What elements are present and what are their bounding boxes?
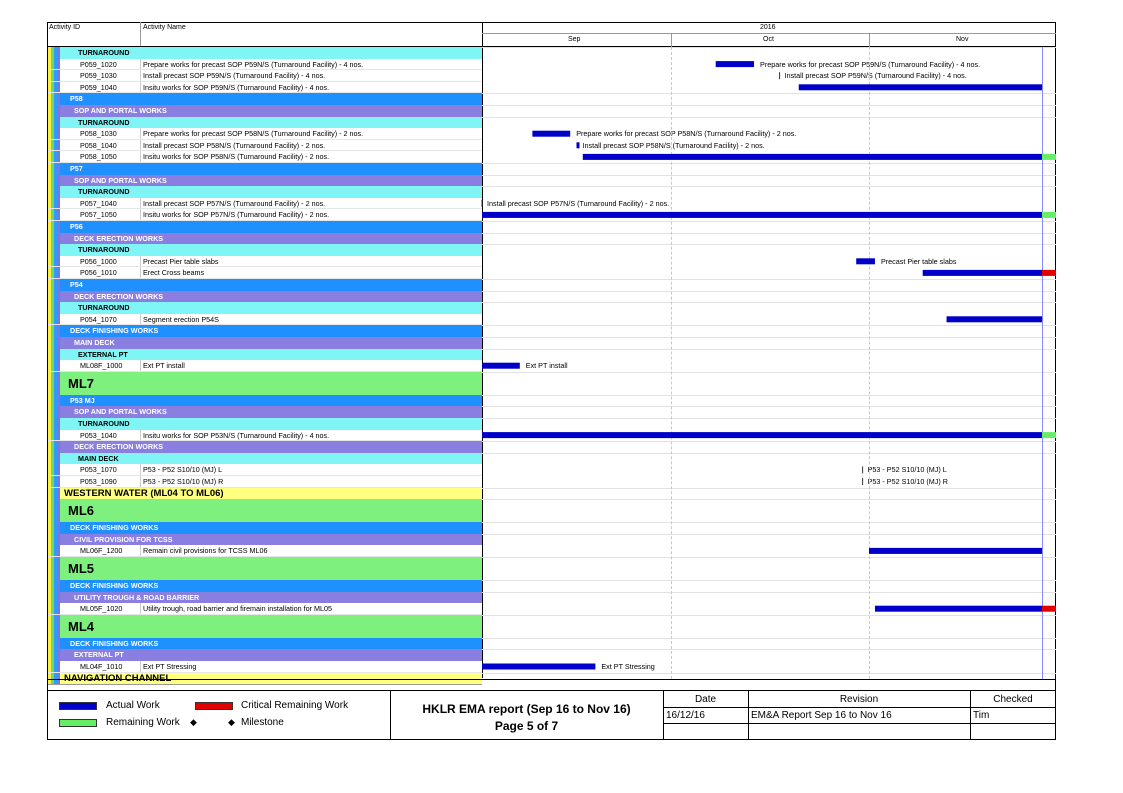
bar-label: Prepare works for precast SOP P58N/S (Turnaround Facility) - 2 nos. [576, 129, 797, 139]
row-separator [482, 638, 1056, 639]
band-cyan [48, 302, 482, 314]
table-row[interactable] [48, 545, 482, 557]
band-label: P53 MJ [70, 395, 95, 405]
table-row[interactable] [48, 198, 482, 210]
activity-id: P053_1090 [80, 477, 117, 486]
row-separator [482, 221, 1056, 222]
band-label: DECK FINISHING WORKS [70, 326, 159, 336]
column-divider [140, 128, 141, 139]
band-label: SOP AND PORTAL WORKS [74, 106, 167, 115]
table-row[interactable] [48, 430, 482, 442]
bar-label: Ext PT install [525, 361, 568, 371]
outline-stripes [48, 360, 62, 371]
row-separator [482, 418, 1056, 419]
bar-label: Install precast SOP P57N/S (Turnaround Facility) - 2 nos. [487, 198, 670, 208]
bar-label: P53 - P52 S10/10 (MJ) L [867, 465, 947, 475]
activity-id: P059_1040 [80, 82, 117, 92]
band-label: P58 [70, 94, 83, 104]
table-row[interactable] [48, 661, 482, 673]
footer-hline-1 [663, 707, 1056, 708]
footer-hline-top [47, 679, 1056, 680]
column-divider [140, 360, 141, 371]
month-gridline [869, 47, 870, 679]
band-purple [48, 291, 482, 303]
outline-stripes [48, 430, 62, 441]
band-purple [48, 534, 482, 546]
outline-stripes [48, 209, 62, 220]
activity-id: P054_1070 [80, 314, 117, 324]
activity-name: Insitu works for SOP P59N/S (Turnaround Facility) - 4 nos. [143, 82, 330, 92]
activity-id: ML04F_1010 [80, 662, 123, 671]
column-divider [140, 545, 141, 556]
outline-stripes [48, 279, 62, 291]
checked-value: Tim [973, 710, 990, 721]
column-divider [140, 198, 141, 209]
outline-stripes [48, 476, 62, 487]
row-separator [482, 302, 1056, 303]
band-green [48, 372, 482, 395]
table-row[interactable] [48, 151, 482, 163]
band-cyan [48, 418, 482, 430]
legend-remaining-swatch [59, 719, 97, 727]
bar-label: Install precast SOP P59N/S (Turnaround Facility) - 4 nos. [784, 71, 967, 81]
activity-id: P057_1040 [80, 198, 117, 208]
outline-stripes [48, 244, 62, 256]
band-green [48, 615, 482, 638]
row-separator [482, 580, 1056, 581]
band-label: TURNAROUND [78, 245, 130, 255]
legend-remaining-diamond-icon: ◆ [190, 717, 197, 727]
outline-stripes [48, 140, 62, 151]
outline-stripes [48, 545, 62, 556]
legend-critical-label: Critical Remaining Work [241, 700, 349, 711]
outline-stripes [48, 592, 62, 604]
column-divider [140, 70, 141, 81]
outline-stripes [48, 163, 62, 175]
row-separator [482, 649, 1056, 650]
activity-id: P058_1050 [80, 152, 117, 162]
band-blue [48, 325, 482, 337]
band-label: UTILITY TROUGH & ROAD BARRIER [74, 592, 200, 602]
activity-name: Install precast SOP P59N/S (Turnaround Facility) - 4 nos. [143, 71, 326, 81]
band-label: TURNAROUND [78, 303, 130, 313]
column-divider [140, 476, 141, 487]
outline-stripes [48, 406, 62, 418]
outline-stripes [48, 47, 62, 59]
activity-name: Ext PT install [143, 361, 185, 371]
month-divider-nov [869, 33, 870, 47]
row-separator [482, 233, 1056, 234]
band-purple [48, 233, 482, 245]
outline-stripes [48, 175, 62, 187]
header-month-oct: Oct [763, 36, 774, 43]
band-label: MAIN DECK [78, 453, 119, 463]
column-divider [140, 661, 141, 672]
band-cyan [48, 117, 482, 129]
activity-name: Remain civil provisions for TCSS ML06 [143, 546, 268, 556]
outline-stripes [48, 441, 62, 453]
date-label: Date [694, 694, 717, 705]
band-label: DECK FINISHING WORKS [70, 638, 159, 648]
revision-value: EM&A Report Sep 16 to Nov 16 [751, 710, 892, 721]
band-purple [48, 592, 482, 604]
activity-name: Precast Pier table slabs [143, 256, 219, 266]
header-divider-col1 [140, 22, 141, 47]
activity-name: Install precast SOP P58N/S (Turnaround Facility) - 2 nos. [143, 140, 326, 150]
row-separator [482, 488, 1056, 489]
outline-stripes [48, 349, 62, 361]
band-purple [48, 441, 482, 453]
header-month-nov: Nov [956, 36, 969, 43]
row-separator [482, 337, 1056, 338]
header-activity-name: Activity Name [143, 24, 186, 31]
row-separator [482, 372, 1056, 373]
activity-name: Utility trough, road barrier and firemain installation for ML05 [143, 604, 332, 614]
band-label: DECK ERECTION WORKS [74, 442, 164, 452]
row-separator [482, 117, 1056, 118]
band-blue [48, 279, 482, 291]
legend-milestone-diamond-icon: ◆ [228, 717, 235, 727]
outline-stripes [48, 314, 62, 325]
table-row[interactable] [48, 314, 482, 326]
band-blue [48, 580, 482, 592]
band-label: DECK ERECTION WORKS [74, 291, 164, 301]
band-label: SOP AND PORTAL WORKS [74, 175, 167, 185]
month-gridline [671, 47, 672, 679]
column-divider [140, 82, 141, 93]
activity-id: P057_1050 [80, 210, 117, 220]
outline-stripes [48, 372, 62, 395]
row-separator [482, 105, 1056, 106]
row-separator [482, 441, 1056, 442]
month-divider-oct [671, 33, 672, 47]
band-green [48, 499, 482, 522]
activity-name: Segment erection P54S [143, 314, 219, 324]
outline-stripes [48, 256, 62, 267]
band-blue [48, 395, 482, 407]
row-separator [482, 673, 1056, 674]
outline-stripes [48, 70, 62, 81]
outline-stripes [48, 186, 62, 198]
bar-label: Install precast SOP P58N/S (Turnaround Facility) - 2 nos. [582, 140, 765, 150]
activity-id: P056_1010 [80, 268, 117, 278]
activity-id: ML08F_1000 [80, 361, 123, 371]
activity-name: Insitu works for SOP P53N/S (Turnaround Facility) - 4 nos. [143, 430, 330, 440]
outline-stripes [48, 151, 62, 162]
band-purple [48, 406, 482, 418]
outline-stripes [48, 267, 62, 278]
band-label: DECK FINISHING WORKS [70, 523, 159, 533]
activity-name: Insitu works for SOP P58N/S (Turnaround Facility) - 2 nos. [143, 152, 330, 162]
band-cyan [48, 186, 482, 198]
band-yellow [48, 488, 482, 500]
row-separator [482, 291, 1056, 292]
data-date-line [1042, 47, 1043, 679]
band-label: P57 [70, 164, 83, 173]
legend-actual-label: Actual Work [106, 700, 160, 711]
band-label: MAIN DECK [74, 338, 115, 347]
outline-stripes [48, 649, 62, 661]
band-blue [48, 93, 482, 105]
table-row[interactable] [48, 464, 482, 476]
legend-milestone-label: Milestone [241, 717, 284, 728]
band-label: SOP AND PORTAL WORKS [74, 407, 167, 417]
bar-label: Ext PT Stressing [601, 662, 655, 671]
outline-stripes [48, 233, 62, 245]
outline-stripes [48, 615, 62, 638]
band-cyan [48, 349, 482, 361]
band-label: NAVIGATION CHANNEL [64, 672, 172, 684]
footer-hline-2 [663, 723, 1056, 724]
activity-id: P059_1030 [80, 71, 117, 81]
checked-label: Checked [993, 694, 1033, 705]
activity-name: Prepare works for precast SOP P58N/S (Turnaround Facility) - 2 nos. [143, 129, 364, 139]
table-row[interactable] [48, 70, 482, 82]
table-row[interactable] [48, 209, 482, 221]
rows-end-line [48, 684, 482, 685]
outline-stripes [48, 464, 62, 475]
outline-stripes [48, 453, 62, 465]
activity-id: ML06F_1200 [80, 546, 123, 556]
row-separator [482, 615, 1056, 616]
table-row[interactable] [48, 59, 482, 71]
date-value: 16/12/16 [666, 710, 705, 721]
band-blue [48, 638, 482, 650]
outline-stripes [48, 302, 62, 314]
band-label: TURNAROUND [78, 187, 130, 197]
outline-stripes [48, 128, 62, 139]
activity-id: P053_1070 [80, 465, 117, 475]
table-row[interactable] [48, 82, 482, 94]
column-divider [140, 603, 141, 614]
outline-stripes [48, 198, 62, 209]
activity-id: P058_1030 [80, 129, 117, 139]
row-separator [482, 592, 1056, 593]
header-month-sep: Sep [568, 36, 581, 43]
activity-name: Prepare works for precast SOP P59N/S (Turnaround Facility) - 4 nos. [143, 59, 364, 69]
outline-stripes [48, 603, 62, 614]
outline-stripes [48, 557, 62, 580]
report-title: HKLR EMA report (Sep 16 to Nov 16) [422, 702, 631, 716]
activity-name: P53 - P52 S10/10 (MJ) L [143, 465, 223, 475]
activity-name: Ext PT Stressing [143, 662, 197, 671]
outline-stripes [48, 580, 62, 592]
bar-label: Prepare works for precast SOP P59N/S (Turnaround Facility) - 4 nos. [760, 59, 981, 69]
row-separator [482, 244, 1056, 245]
outline-stripes [48, 522, 62, 534]
band-label: TURNAROUND [78, 48, 130, 57]
band-blue [48, 522, 482, 534]
column-divider [140, 314, 141, 325]
band-cyan [48, 244, 482, 256]
table-row[interactable] [48, 128, 482, 140]
outline-stripes [48, 117, 62, 129]
row-separator [482, 406, 1056, 407]
band-label: TURNAROUND [78, 117, 130, 127]
band-label: DECK ERECTION WORKS [74, 233, 164, 243]
table-row[interactable] [48, 603, 482, 615]
band-cyan [48, 47, 482, 59]
outline-stripes [48, 534, 62, 546]
band-label: EXTERNAL PT [74, 650, 124, 660]
band-label: ML7 [68, 375, 94, 391]
band-purple [48, 337, 482, 349]
legend-remaining-label: Remaining Work [106, 717, 180, 728]
table-row[interactable] [48, 360, 482, 372]
header-activity-id: Activity ID [49, 24, 81, 31]
column-divider [140, 430, 141, 441]
band-blue [48, 163, 482, 175]
activity-id: ML05F_1020 [80, 604, 123, 614]
band-label: ML4 [68, 618, 94, 634]
table-row[interactable] [48, 256, 482, 268]
row-separator [482, 534, 1056, 535]
row-separator [482, 163, 1056, 164]
row-separator [482, 93, 1056, 94]
column-divider [140, 209, 141, 220]
outline-stripes [48, 337, 62, 349]
outline-stripes [48, 82, 62, 93]
header-year: 2016 [760, 24, 776, 31]
activity-name: P53 - P52 S10/10 (MJ) R [143, 477, 224, 486]
outline-stripes [48, 221, 62, 233]
row-separator [482, 47, 1056, 48]
band-purple [48, 105, 482, 117]
outline-stripes [48, 325, 62, 337]
row-separator [482, 349, 1056, 350]
activity-name: Insitu works for SOP P57N/S (Turnaround Facility) - 2 nos. [143, 210, 330, 220]
row-separator [482, 557, 1056, 558]
band-label: P54 [70, 280, 83, 289]
bar-label: Precast Pier table slabs [880, 256, 957, 266]
column-divider [140, 151, 141, 162]
outline-stripes [48, 59, 62, 70]
column-divider [140, 464, 141, 475]
row-separator [482, 175, 1056, 176]
activity-name: Install precast SOP P57N/S (Turnaround Facility) - 2 nos. [143, 198, 326, 208]
band-blue [48, 221, 482, 233]
activity-id: P059_1020 [80, 59, 117, 69]
activity-id: P056_1000 [80, 256, 117, 266]
band-label: ML6 [68, 503, 94, 519]
band-label: DECK FINISHING WORKS [70, 581, 159, 590]
column-divider [140, 267, 141, 278]
row-separator [482, 522, 1056, 523]
band-purple [48, 175, 482, 187]
row-separator [482, 186, 1056, 187]
band-label: WESTERN WATER (ML04 TO ML06) [64, 487, 224, 499]
legend-actual-swatch [59, 702, 97, 710]
page-number: Page 5 of 7 [494, 719, 559, 733]
band-green [48, 557, 482, 580]
outline-stripes [48, 395, 62, 407]
activity-name: Erect Cross beams [143, 268, 205, 278]
band-label: EXTERNAL PT [78, 349, 128, 359]
band-label: CIVIL PROVISION FOR TCSS [74, 534, 173, 544]
outline-stripes [48, 499, 62, 522]
outline-stripes [48, 291, 62, 303]
band-cyan [48, 453, 482, 465]
outline-stripes [48, 488, 62, 500]
row-separator [482, 325, 1056, 326]
header-divider-year [482, 33, 1056, 34]
outline-stripes [48, 93, 62, 105]
activity-id: P053_1040 [80, 430, 117, 440]
table-row[interactable] [48, 267, 482, 279]
band-label: ML5 [68, 561, 94, 576]
band-purple [48, 649, 482, 661]
band-label: TURNAROUND [78, 419, 130, 428]
bar-label: P53 - P52 S10/10 (MJ) R [867, 477, 948, 486]
band-label: P56 [70, 222, 83, 231]
outline-stripes [48, 661, 62, 672]
column-divider [140, 256, 141, 267]
column-divider [140, 140, 141, 151]
row-separator [482, 453, 1056, 454]
activity-id: P058_1040 [80, 140, 117, 150]
column-divider [140, 59, 141, 70]
outline-stripes [48, 418, 62, 430]
outline-stripes [48, 638, 62, 650]
row-separator [482, 499, 1056, 500]
row-separator [482, 279, 1056, 280]
legend-critical-swatch [195, 702, 233, 710]
table-row[interactable] [48, 140, 482, 152]
table-row[interactable] [48, 476, 482, 488]
revision-label: Revision [839, 694, 879, 705]
outline-stripes [48, 105, 62, 117]
row-separator [482, 395, 1056, 396]
